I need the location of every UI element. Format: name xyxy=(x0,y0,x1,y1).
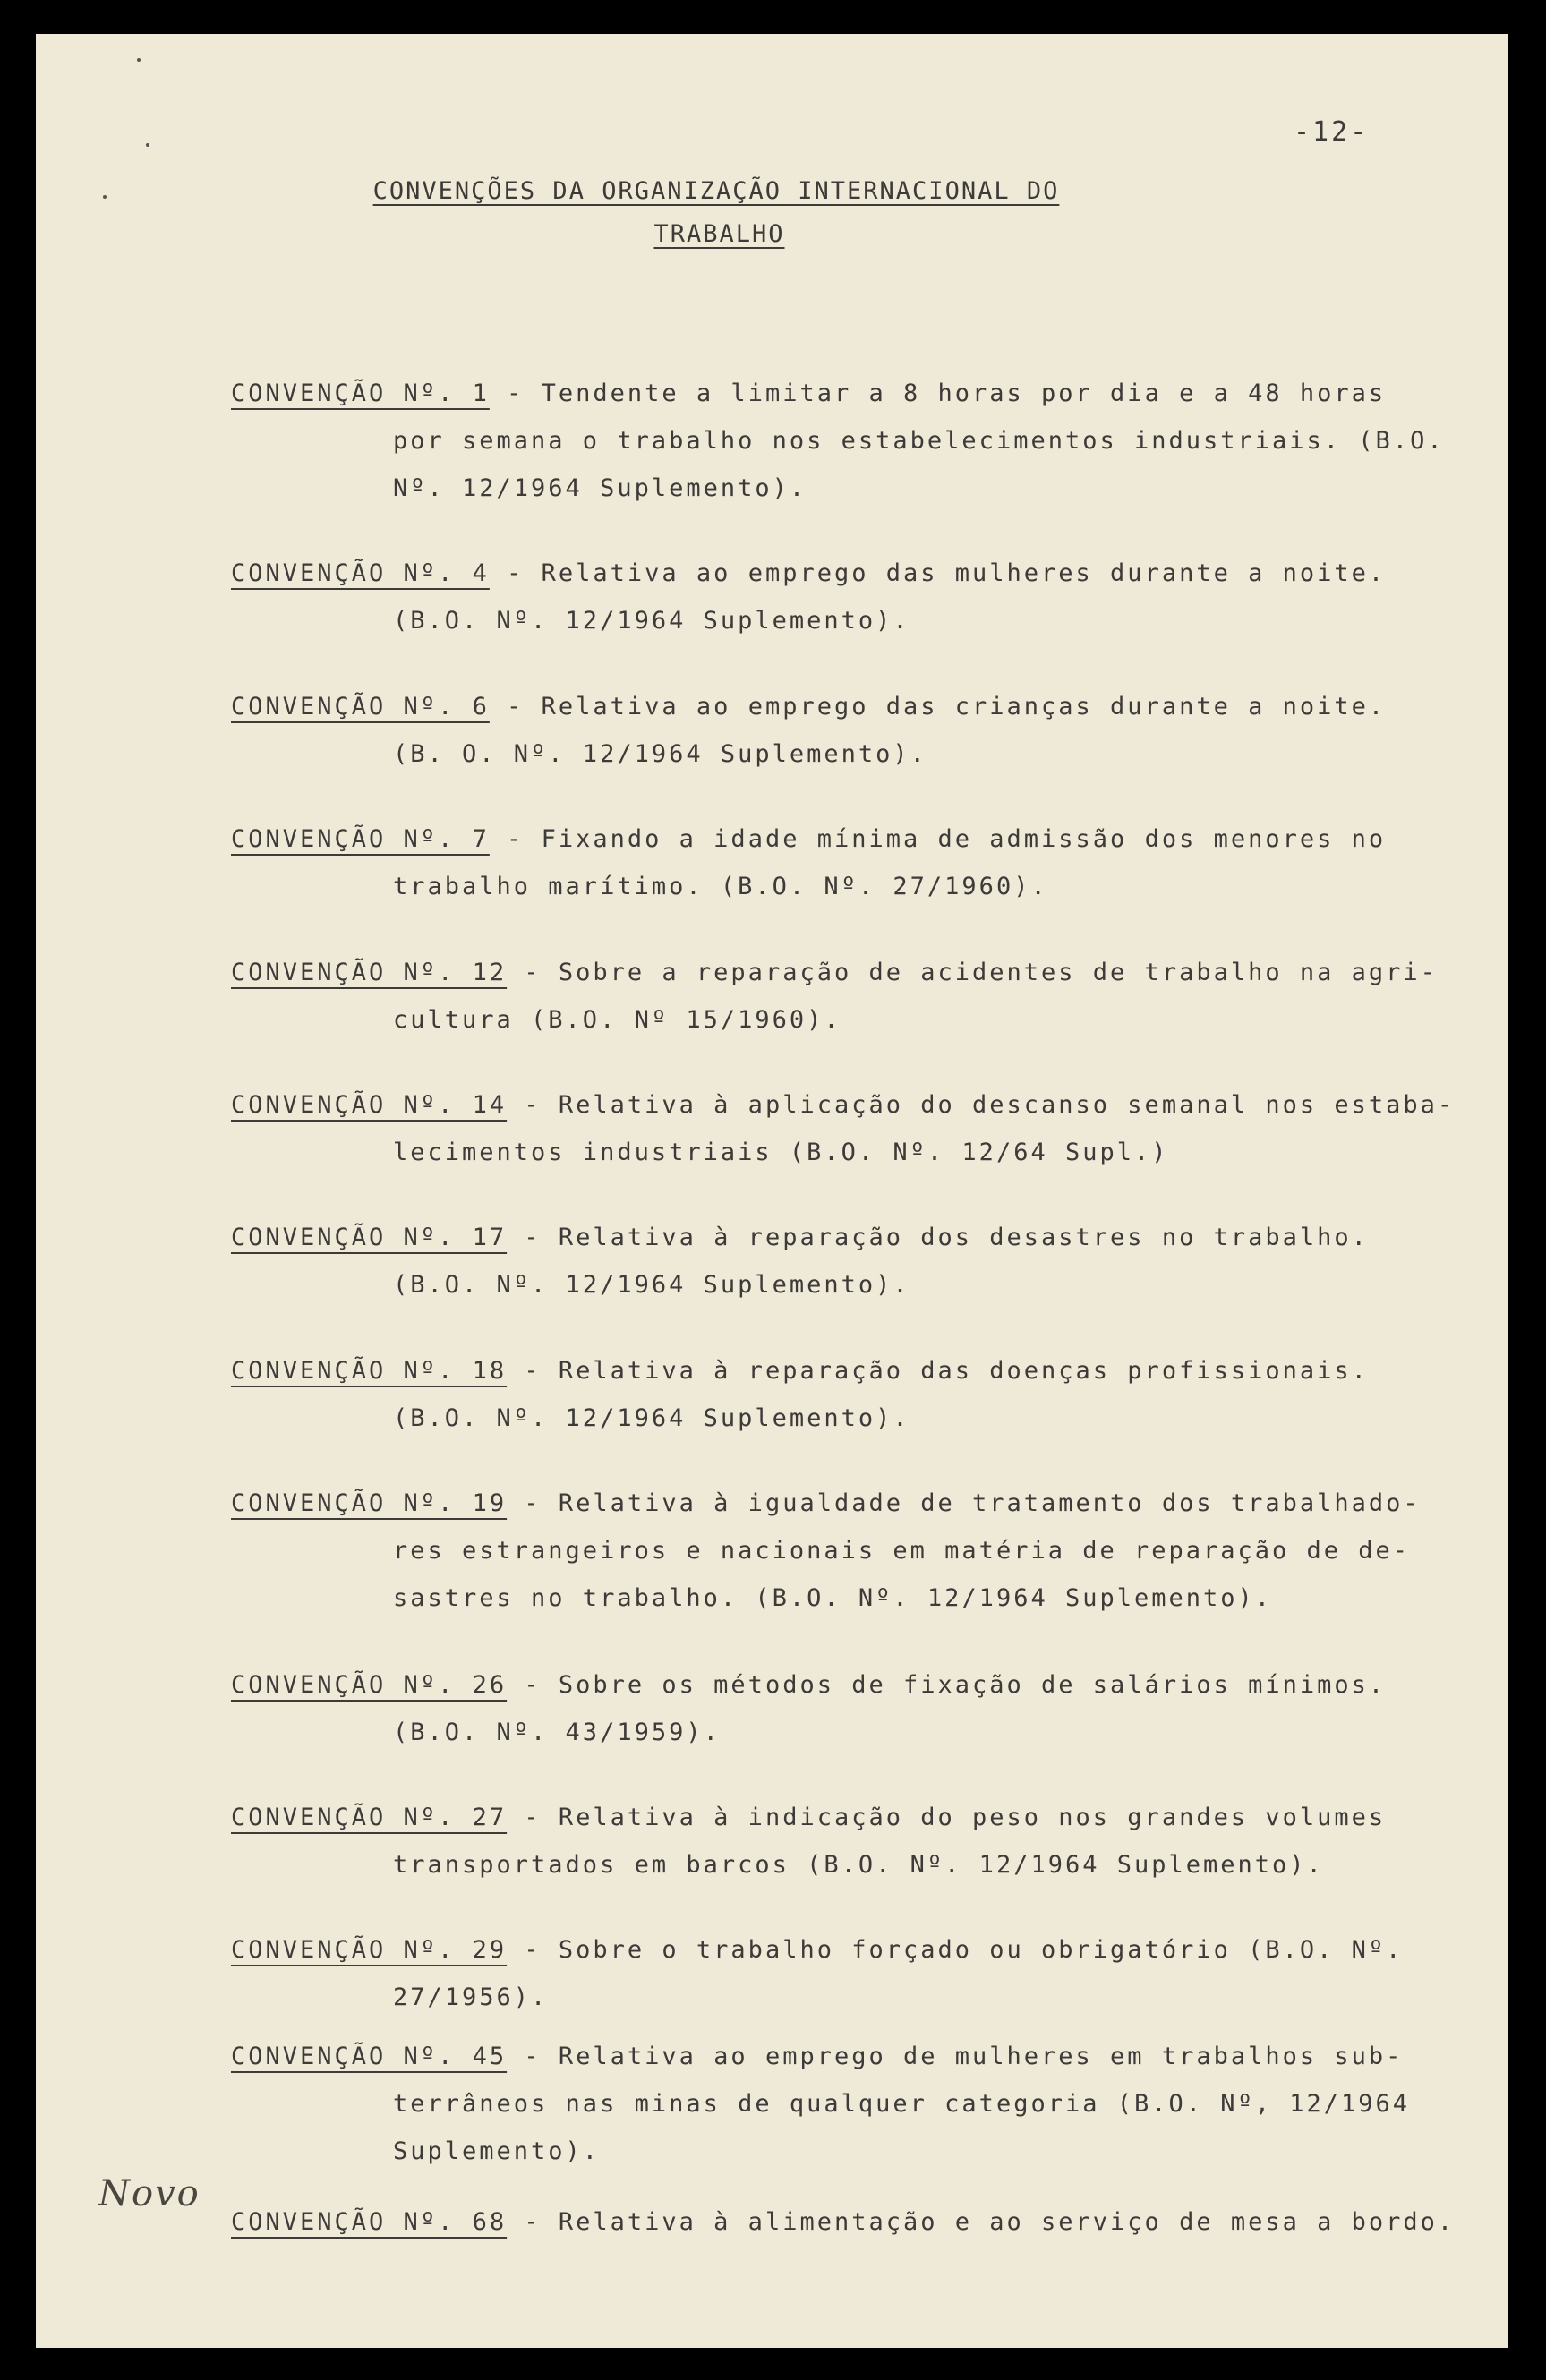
entry-text-line: (B.O. Nº. 43/1959). xyxy=(393,1719,721,1746)
entry-text-line: 27/1956). xyxy=(393,1983,549,2011)
entry-text-line: Relativa à indicação do peso nos grandes volumes xyxy=(558,1804,1387,1831)
entry-first-line: CONVENÇÃO Nº. 68 - Relativa à alimentação e ao serviço de mesa a bordo. xyxy=(231,2208,1456,2236)
entry-text-line: res estrangeiros e nacionais em matéria de reparação de de- xyxy=(393,1537,1411,1565)
entry-text-line: Sobre a reparação de acidentes de trabalho na agri- xyxy=(558,959,1438,986)
convention-entry xyxy=(231,1347,1484,1442)
entry-first-line: CONVENÇÃO Nº. 18 - Relativa à reparação das doenças profissionais. xyxy=(231,1357,1369,1385)
convention-entry xyxy=(231,1794,1484,1889)
convention-entry xyxy=(231,1926,1484,2021)
convention-entry xyxy=(231,1081,1484,1176)
entry-text-line: Sobre o trabalho forçado ou obrigatório (B.O. Nº. xyxy=(558,1936,1404,1964)
entry-first-line: CONVENÇÃO Nº. 26 - Sobre os métodos de fixação de salários mínimos. xyxy=(231,1671,1387,1699)
entry-first-line: CONVENÇÃO Nº. 12 - Sobre a reparação de acidentes de trabalho na agri- xyxy=(231,959,1438,986)
entry-text-line: cultura (B.O. Nº 15/1960). xyxy=(393,1006,841,1034)
entry-text-line: Relativa à reparação das doenças profissionais. xyxy=(558,1357,1369,1385)
convention-label: CONVENÇÃO Nº. 4 xyxy=(231,559,490,587)
convention-entry xyxy=(231,1661,1484,1756)
convention-entry xyxy=(231,815,1484,910)
entry-text-line: Relativa ao emprego das mulheres durante a noite. xyxy=(541,559,1387,587)
entry-text-line: Relativa à reparação dos desastres no trabalho. xyxy=(558,1224,1369,1251)
entry-text-line: Suplemento). xyxy=(393,2137,601,2165)
entry-text-line: terrâneos nas minas de qualquer categoria (B.O. Nº, 12/1964 xyxy=(393,2090,1411,2118)
entry-first-line: CONVENÇÃO Nº. 6 - Relativa ao emprego das crianças durante a noite. xyxy=(231,693,1387,721)
convention-label: CONVENÇÃO Nº. 29 xyxy=(231,1936,508,1964)
convention-entry xyxy=(231,550,1484,644)
entry-first-line: CONVENÇÃO Nº. 27 - Relativa à indicação do peso nos grandes volumes xyxy=(231,1804,1387,1831)
entry-text-line: Tendente a limitar a 8 horas por dia e a 48 horas xyxy=(541,380,1387,407)
heading-line-1: CONVENÇÕES DA ORGANIZAÇÃO INTERNACIONAL DO xyxy=(372,177,1060,205)
convention-entry xyxy=(231,2033,1484,2175)
entry-text-line: Fixando a idade mínima de admissão dos menores no xyxy=(541,825,1387,853)
entry-first-line: CONVENÇÃO Nº. 17 - Relativa à reparação dos desastres no trabalho. xyxy=(231,1224,1369,1251)
entry-text-line: Relativa à igualdade de tratamento dos trabalhado- xyxy=(558,1489,1421,1517)
convention-entry xyxy=(231,370,1484,512)
convention-label: CONVENÇÃO Nº. 6 xyxy=(231,693,490,721)
heading-line-2: TRABALHO xyxy=(653,220,785,248)
entry-first-line: CONVENÇÃO Nº. 29 - Sobre o trabalho forçado ou obrigatório (B.O. Nº. xyxy=(231,1936,1404,1964)
entry-text-line: lecimentos industriais (B.O. Nº. 12/64 Supl.) xyxy=(393,1139,1169,1166)
entry-first-line: CONVENÇÃO Nº. 1 - Tendente a limitar a 8 horas por dia e a 48 horas xyxy=(231,380,1387,407)
convention-entry xyxy=(231,683,1484,778)
entry-text-line: (B.O. Nº. 12/1964 Suplemento). xyxy=(393,1404,910,1432)
entry-text-line: Nº. 12/1964 Suplemento). xyxy=(393,474,807,502)
page-number: -12- xyxy=(1294,116,1370,148)
entry-text-line: trabalho marítimo. (B.O. Nº. 27/1960). xyxy=(393,873,1048,900)
ink-speck xyxy=(137,58,141,62)
entry-text-line: Relativa à aplicação do descanso semanal nos estaba- xyxy=(558,1091,1456,1119)
entry-first-line: CONVENÇÃO Nº. 14 - Relativa à aplicação do descanso semanal nos estaba- xyxy=(231,1091,1456,1119)
entry-first-line: CONVENÇÃO Nº. 4 - Relativa ao emprego das mulheres durante a noite. xyxy=(231,559,1387,587)
entry-text-line: transportados em barcos (B.O. Nº. 12/1964 Suplemento). xyxy=(393,1851,1324,1879)
entry-text-line: sastres no trabalho. (B.O. Nº. 12/1964 Suplemento). xyxy=(393,1584,1273,1612)
document-page xyxy=(36,34,1508,2348)
entry-text-line: por semana o trabalho nos estabelecimentos industriais. (B.O. xyxy=(393,427,1445,455)
convention-label: CONVENÇÃO Nº. 7 xyxy=(231,825,490,853)
entry-text-line: (B.O. Nº. 12/1964 Suplemento). xyxy=(393,607,910,635)
convention-label: CONVENÇÃO Nº. 14 xyxy=(231,1091,508,1119)
ink-speck xyxy=(146,143,149,147)
entry-text-line: (B.O. Nº. 12/1964 Suplemento). xyxy=(393,1271,910,1299)
convention-entry xyxy=(231,949,1484,1044)
entry-text-line: Relativa ao emprego de mulheres em trabalhos sub- xyxy=(558,2043,1404,2070)
convention-label: CONVENÇÃO Nº. 68 xyxy=(231,2208,508,2236)
convention-entry xyxy=(231,2198,1484,2246)
convention-label: CONVENÇÃO Nº. 18 xyxy=(231,1357,508,1385)
entry-text-line: Relativa ao emprego das crianças durante a noite. xyxy=(541,693,1387,721)
convention-entry xyxy=(231,1214,1484,1309)
entry-text-line: Sobre os métodos de fixação de salários mínimos. xyxy=(558,1671,1387,1699)
convention-label: CONVENÇÃO Nº. 27 xyxy=(231,1804,508,1831)
handwritten-margin-note: Novo xyxy=(98,2173,201,2214)
convention-label: CONVENÇÃO Nº. 45 xyxy=(231,2043,508,2070)
entry-first-line: CONVENÇÃO Nº. 7 - Fixando a idade mínima de admissão dos menores no xyxy=(231,825,1387,853)
convention-entry xyxy=(231,1480,1484,1622)
convention-label: CONVENÇÃO Nº. 1 xyxy=(231,380,490,407)
entry-text-line: (B. O. Nº. 12/1964 Suplemento). xyxy=(393,740,927,768)
entry-text-line: Relativa à alimentação e ao serviço de mesa a bordo. xyxy=(558,2208,1456,2236)
convention-label: CONVENÇÃO Nº. 17 xyxy=(231,1224,508,1251)
entry-first-line: CONVENÇÃO Nº. 19 - Relativa à igualdade de tratamento dos trabalhado- xyxy=(231,1489,1421,1517)
convention-label: CONVENÇÃO Nº. 12 xyxy=(231,959,508,986)
entry-first-line: CONVENÇÃO Nº. 45 - Relativa ao emprego de mulheres em trabalhos sub- xyxy=(231,2043,1404,2070)
convention-label: CONVENÇÃO Nº. 19 xyxy=(231,1489,508,1517)
convention-label: CONVENÇÃO Nº. 26 xyxy=(231,1671,508,1699)
